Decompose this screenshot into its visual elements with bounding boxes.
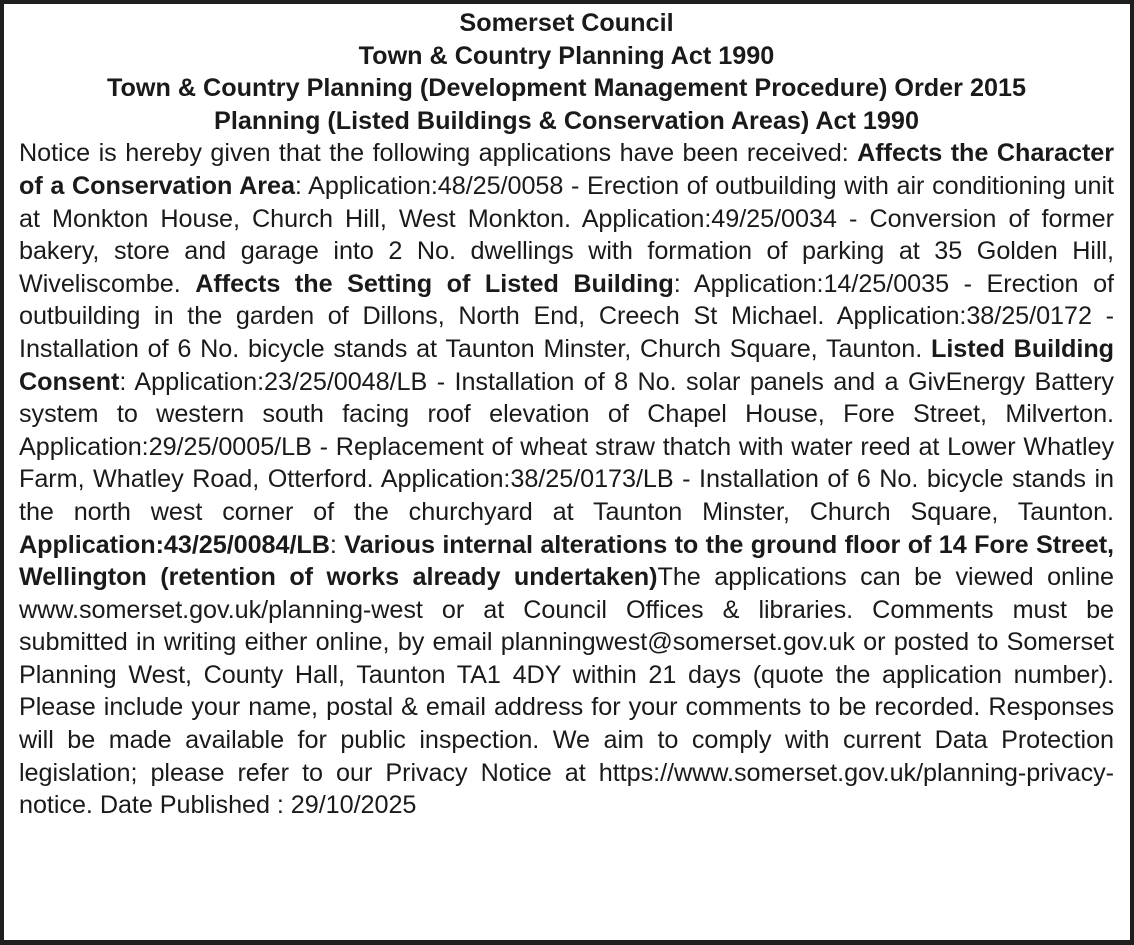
application-23-25-0048-lb: Application:23/25/0048/LB - Installation of 8 No. solar panels and a GivEnergy Battery system to western south facing roof elevation of Chapel House, Fore Street, Milverton. bbox=[19, 367, 1114, 429]
application-38-25-0172: Application:38/25/0172 - Installation of 6 No. bicycle stands at Taunton Minster, Church Square, Taunton. bbox=[19, 302, 1115, 363]
application-49-25-0034: Application:49/25/0034 - Conversion of former bakery, store and garage into 2 No. dwellings with formation of parking at 35 Golden Hill, Wiveliscombe. bbox=[19, 204, 1114, 298]
intro-text: Notice is hereby given that the following applications have been received: bbox=[19, 139, 858, 168]
colon: : bbox=[119, 367, 135, 396]
section-title-listed-building-consent: Listed Building Consent bbox=[19, 334, 1115, 396]
colon: : bbox=[294, 171, 309, 200]
planning-notice bbox=[4, 4, 1130, 940]
act-title-1: Town & Country Planning Act 1990 bbox=[358, 41, 775, 70]
notice-heading bbox=[19, 7, 1114, 137]
application-29-25-0005-lb: Application:29/25/0005/LB - Replacement of wheat straw thatch with water reed at Lower Whatley Farm, Whatley Road, Otterford. bbox=[19, 432, 1114, 494]
application-43-25-0084-lb-description: Various internal alterations to the ground floor of 14 Fore Street, Wellington (retention of works already undertaken) bbox=[19, 530, 1114, 592]
application-43-25-0084-lb-number: Application:43/25/0084/LB bbox=[19, 530, 330, 559]
date-published-label: Date Published : bbox=[99, 791, 291, 820]
date-published-value: 29/10/2025 bbox=[290, 791, 417, 820]
application-14-25-0035: Application:14/25/0035 - Erection of outbuilding in the garden of Dillons, North End, Creech St Michael. bbox=[19, 269, 1114, 331]
council-name: Somerset Council bbox=[459, 9, 674, 37]
application-38-25-0173-lb: Application:38/25/0173/LB - Installation of 6 No. bicycle stands in the north west corner of the churchyard at Taunton Minster, Church Square, Taunton. bbox=[19, 465, 1114, 526]
application-separator: : bbox=[329, 530, 345, 559]
application-48-25-0058: Application:48/25/0058 - Erection of outbuilding with air conditioning unit at Monkton House, Church Hill, West Monkton. bbox=[19, 171, 1114, 233]
act-title-2: Town & Country Planning (Development Management Procedure) Order 2015 bbox=[106, 74, 1027, 103]
act-title-3: Planning (Listed Buildings & Conservation Areas) Act 1990 bbox=[214, 106, 919, 135]
closing-text: The applications can be viewed online www.somerset.gov.uk/planning-west or at Council Offices & libraries. Comments must be submitted in writing either online, by email planningwest@somerset.gov.uk or posted to Somerset Planning West, County Hall, Taunton TA1 4DY within 21 days (quote the application number). Please include your name, postal & email address for your comments to be recorded. Responses will be made available for public inspection. We aim to comply with current Data Protection legislation; please refer to our Privacy Notice at https://www.somerset.gov.uk/planning-privacy-notice. bbox=[19, 563, 1114, 820]
notice-body bbox=[19, 137, 1114, 821]
section-title-setting-listed-building: Affects the Setting of Listed Building bbox=[195, 269, 674, 298]
section-title-conservation-area: Affects the Character of a Conservation Area bbox=[19, 139, 1115, 200]
colon: : bbox=[673, 269, 694, 298]
